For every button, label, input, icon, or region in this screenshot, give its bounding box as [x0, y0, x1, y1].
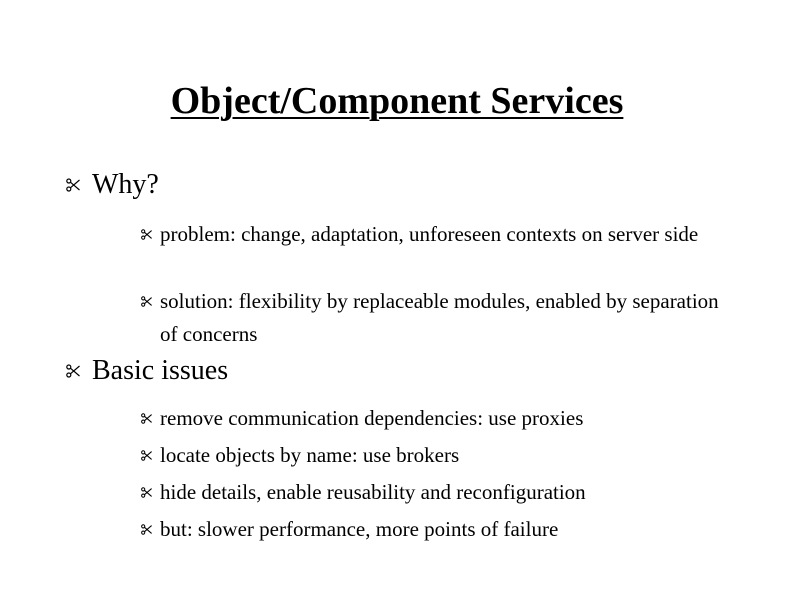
scissors-icon	[141, 450, 160, 461]
sub-bullet-text: but: slower performance, more points of failure	[160, 517, 559, 541]
scissors-icon	[141, 487, 160, 498]
sub-bullet-locate	[141, 439, 741, 472]
sub-bullet-remove	[141, 402, 741, 435]
sub-bullet-text: remove communication dependencies: use proxies	[160, 406, 584, 430]
sub-bullet-problem	[141, 218, 741, 251]
sub-bullet-text: locate objects by name: use brokers	[160, 443, 460, 467]
slide-title: Object/Component Services	[170, 80, 624, 122]
bullet-text: Basic issues	[92, 355, 229, 386]
scissors-icon	[66, 364, 92, 378]
sub-bullet-hide	[141, 476, 741, 509]
bullet-basic-issues	[66, 354, 228, 388]
sub-bullet-text: hide details, enable reusability and reconfiguration	[160, 480, 586, 504]
sub-bullet-solution	[141, 285, 741, 351]
scissors-icon	[141, 524, 160, 535]
scissors-icon	[141, 296, 160, 307]
sub-bullet-but	[141, 513, 741, 546]
bullet-why	[66, 168, 159, 202]
scissors-icon	[66, 178, 92, 192]
bullet-text: Why?	[92, 169, 159, 200]
scissors-icon	[141, 229, 160, 240]
sub-bullet-text: problem: change, adaptation, unforeseen contexts on server side	[160, 222, 699, 246]
scissors-icon	[141, 413, 160, 424]
sub-bullet-text: solution: flexibility by replaceable modules, enabled by separation of concerns	[160, 289, 719, 346]
